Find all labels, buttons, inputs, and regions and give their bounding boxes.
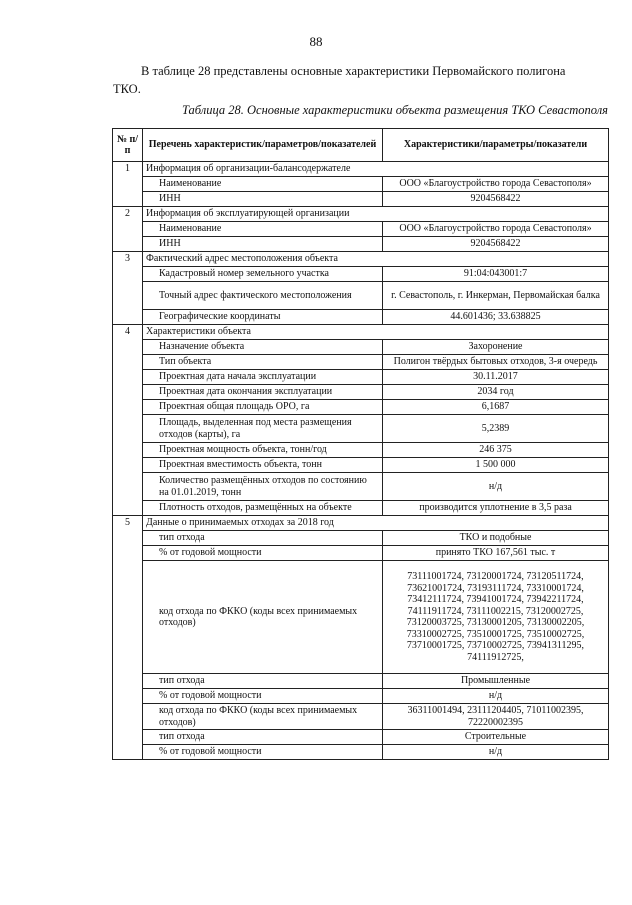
table-row [113,237,609,252]
section-title: Характеристики объекта [143,325,609,340]
parameter-cell: Проектная мощность объекта, тонн/год [143,443,383,458]
section-number: 1 [113,162,143,207]
parameter-cell: Наименование [143,222,383,237]
section-title-row [113,162,609,177]
section-title: Фактический адрес местоположения объекта [143,252,609,267]
parameter-cell: Площадь, выделенная под места размещения отходов (карты), га [143,415,383,443]
section-number: 3 [113,252,143,325]
value-cell: 30.11.2017 [383,370,609,385]
section-title-row [113,516,609,531]
value-cell: 246 375 [383,443,609,458]
section-number: 5 [113,516,143,760]
parameter-cell: % от годовой мощности [143,745,383,760]
section-title-row [113,252,609,267]
table-row [113,222,609,237]
value-cell: 6,1687 [383,400,609,415]
parameter-cell: Точный адрес фактического местоположения [143,282,383,310]
value-cell: ООО «Благоустройство города Севастополя» [383,222,609,237]
table-row [113,561,609,674]
intro-line-2: ТКО. [113,82,141,96]
section-title: Данные о принимаемых отходах за 2018 год [143,516,609,531]
parameter-cell: тип отхода [143,531,383,546]
value-cell: 2034 год [383,385,609,400]
table-row [113,501,609,516]
table-row [113,704,609,730]
table-row [113,282,609,310]
table-row [113,730,609,745]
value-cell: Полигон твёрдых бытовых отходов, 3-я очередь [383,355,609,370]
value-cell: 91:04:043001:7 [383,267,609,282]
parameter-cell: Проектная общая площадь ОРО, га [143,400,383,415]
parameter-cell: Проектная дата начала эксплуатации [143,370,383,385]
table-row [113,458,609,473]
table-row [113,745,609,760]
table-row [113,267,609,282]
value-cell: г. Севастополь, г. Инкерман, Первомайская балка [383,282,609,310]
header-param: Перечень характеристик/параметров/показателей [143,129,383,162]
table-row [113,546,609,561]
parameter-cell: код отхода по ФККО (коды всех принимаемых отходов) [143,704,383,730]
value-cell: 36311001494, 23111204405, 71011002395, 72220002395 [383,704,609,730]
value-cell: ТКО и подобные [383,531,609,546]
table-row [113,355,609,370]
table-row [113,674,609,689]
parameter-cell: Проектная дата окончания эксплуатации [143,385,383,400]
table-row [113,340,609,355]
table-row [113,177,609,192]
page-number: 88 [309,34,323,49]
value-cell: принято ТКО 167,561 тыс. т [383,546,609,561]
table-row [113,192,609,207]
parameter-cell: Географические координаты [143,310,383,325]
value-cell: 9204568422 [383,192,609,207]
parameter-cell: Назначение объекта [143,340,383,355]
value-cell: производится уплотнение в 3,5 раза [383,501,609,516]
intro-paragraph [113,62,603,98]
parameter-cell: ИНН [143,192,383,207]
parameter-cell: % от годовой мощности [143,546,383,561]
table-row [113,473,609,501]
parameter-cell: Проектная вместимость объекта, тонн [143,458,383,473]
table-caption: Таблица 28. Основные характеристики объекта размещения ТКО Севастополя [182,103,608,117]
table-row [113,385,609,400]
section-number: 4 [113,325,143,516]
table-row [113,415,609,443]
parameter-cell: % от годовой мощности [143,689,383,704]
table-header-row [113,129,609,162]
value-cell: 73111001724, 73120001724, 73120511724, 73621001724, 73193111724, 73310001724, 73412111724, 73941001724, 73942211724, 74111911724, 73111002215, 73120002725, 73120003725, 73130001205, 73130002205, 73310002725, 73510001725, 73510002725, 73710001725, 73710002725, 73941311295, 74111912725, [383,561,609,674]
value-cell: 9204568422 [383,237,609,252]
section-title: Информация об эксплуатирующей организации [143,207,609,222]
value-cell: н/д [383,473,609,501]
parameter-cell: Тип объекта [143,355,383,370]
characteristics-table [112,128,609,760]
table-body [113,162,609,760]
parameter-cell: тип отхода [143,730,383,745]
section-number: 2 [113,207,143,252]
table-row [113,370,609,385]
section-title: Информация об организации-балансодержателе [143,162,609,177]
value-cell: н/д [383,689,609,704]
section-title-row [113,207,609,222]
value-cell: 1 500 000 [383,458,609,473]
table-row [113,531,609,546]
value-cell: ООО «Благоустройство города Севастополя» [383,177,609,192]
value-cell: Захоронение [383,340,609,355]
parameter-cell: ИНН [143,237,383,252]
section-title-row [113,325,609,340]
table-row [113,443,609,458]
parameter-cell: Кадастровый номер земельного участка [143,267,383,282]
table-row [113,310,609,325]
intro-line-1: В таблице 28 представлены основные характеристики Первомайского полигона [141,64,566,78]
parameter-cell: код отхода по ФККО (коды всех принимаемых отходов) [143,561,383,674]
parameter-cell: тип отхода [143,674,383,689]
value-cell: 5,2389 [383,415,609,443]
table-row [113,689,609,704]
parameter-cell: Количество размещённых отходов по состоянию на 01.01.2019, тонн [143,473,383,501]
value-cell: Промышленные [383,674,609,689]
header-num: № п/п [113,129,143,162]
parameter-cell: Плотность отходов, размещённых на объекте [143,501,383,516]
table-row [113,400,609,415]
parameter-cell: Наименование [143,177,383,192]
value-cell: 44.601436; 33.638825 [383,310,609,325]
header-value: Характеристики/параметры/показатели [383,129,609,162]
value-cell: Строительные [383,730,609,745]
value-cell: н/д [383,745,609,760]
